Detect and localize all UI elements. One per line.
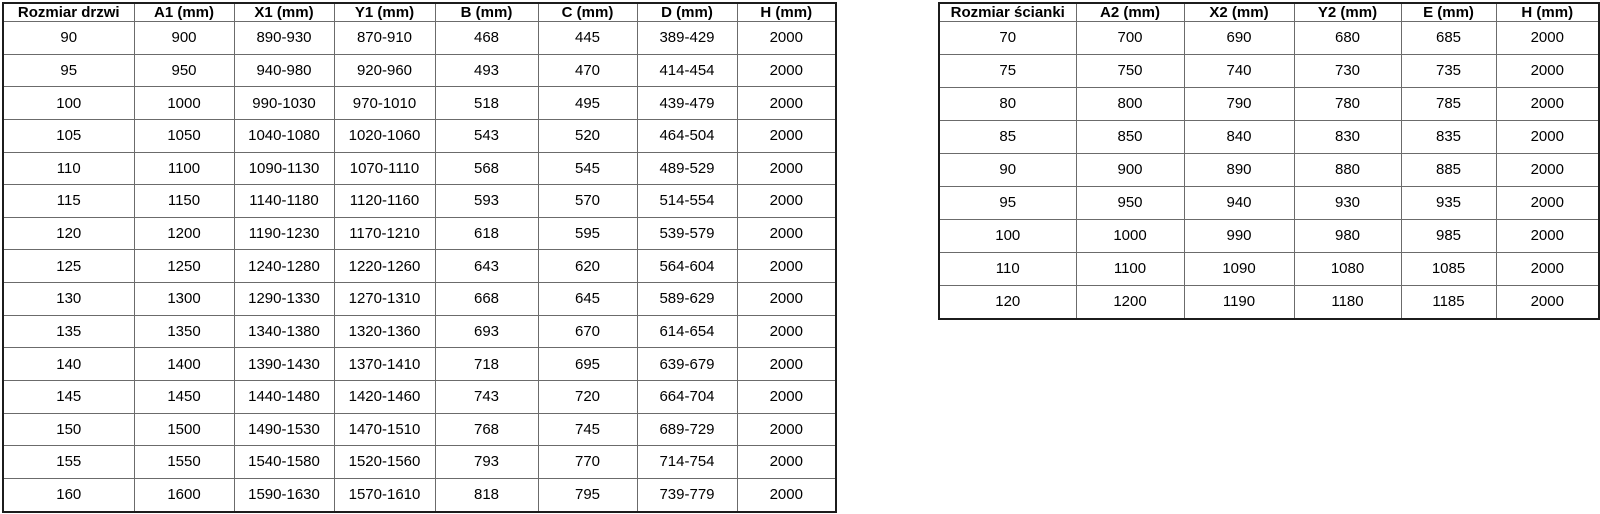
cell: 470 (538, 54, 637, 87)
cell: 2000 (1496, 252, 1599, 285)
header-row (939, 3, 1599, 22)
cell: 950 (134, 54, 234, 87)
cell: 110 (939, 252, 1076, 285)
cell: 2000 (737, 478, 836, 512)
column-header: Y1 (mm) (334, 3, 435, 22)
cell: 1185 (1401, 285, 1496, 319)
column-header: D (mm) (637, 3, 737, 22)
cell: 1590-1630 (234, 478, 334, 512)
cell: 718 (435, 348, 538, 381)
cell: 970-1010 (334, 87, 435, 120)
cell: 1600 (134, 478, 234, 512)
cell: 620 (538, 250, 637, 283)
cell: 1290-1330 (234, 283, 334, 316)
cell: 545 (538, 152, 637, 185)
table-row (3, 348, 836, 381)
column-header: A1 (mm) (134, 3, 234, 22)
cell: 790 (1184, 87, 1294, 120)
header-row (3, 3, 836, 22)
cell: 1200 (1076, 285, 1184, 319)
cell: 990-1030 (234, 87, 334, 120)
cell: 690 (1184, 22, 1294, 55)
cell: 520 (538, 119, 637, 152)
cell: 589-629 (637, 283, 737, 316)
column-header: B (mm) (435, 3, 538, 22)
cell: 1220-1260 (334, 250, 435, 283)
cell: 1550 (134, 446, 234, 479)
cell: 639-679 (637, 348, 737, 381)
cell: 2000 (737, 185, 836, 218)
column-header: H (mm) (1496, 3, 1599, 22)
table-row (3, 283, 836, 316)
cell: 1370-1410 (334, 348, 435, 381)
cell: 880 (1294, 153, 1401, 186)
cell: 714-754 (637, 446, 737, 479)
table-row (939, 219, 1599, 252)
table-row (939, 22, 1599, 55)
cell: 2000 (737, 22, 836, 55)
cell: 2000 (737, 54, 836, 87)
cell: 885 (1401, 153, 1496, 186)
cell: 770 (538, 446, 637, 479)
cell: 700 (1076, 22, 1184, 55)
cell: 155 (3, 446, 134, 479)
cell: 750 (1076, 54, 1184, 87)
cell: 935 (1401, 186, 1496, 219)
cell: 2000 (737, 348, 836, 381)
cell: 100 (3, 87, 134, 120)
cell: 389-429 (637, 22, 737, 55)
column-header: Rozmiar ścianki (939, 3, 1076, 22)
cell: 1300 (134, 283, 234, 316)
cell: 1100 (134, 152, 234, 185)
cell: 1340-1380 (234, 315, 334, 348)
cell: 1020-1060 (334, 119, 435, 152)
cell: 110 (3, 152, 134, 185)
table-row (3, 315, 836, 348)
cell: 730 (1294, 54, 1401, 87)
column-header: X2 (mm) (1184, 3, 1294, 22)
cell: 150 (3, 413, 134, 446)
cell: 985 (1401, 219, 1496, 252)
cell: 2000 (737, 315, 836, 348)
cell: 818 (435, 478, 538, 512)
cell: 2000 (737, 413, 836, 446)
column-header: H (mm) (737, 3, 836, 22)
door-size-table (2, 2, 837, 513)
table-row (939, 87, 1599, 120)
cell: 1150 (134, 185, 234, 218)
cell: 2000 (1496, 285, 1599, 319)
cell: 90 (3, 22, 134, 55)
column-header: X1 (mm) (234, 3, 334, 22)
cell: 115 (3, 185, 134, 218)
cell: 1120-1160 (334, 185, 435, 218)
cell: 2000 (737, 380, 836, 413)
table-row (3, 22, 836, 55)
cell: 414-454 (637, 54, 737, 87)
column-header: C (mm) (538, 3, 637, 22)
table-row (3, 380, 836, 413)
cell: 2000 (737, 250, 836, 283)
cell: 685 (1401, 22, 1496, 55)
cell: 105 (3, 119, 134, 152)
cell: 439-479 (637, 87, 737, 120)
cell: 1470-1510 (334, 413, 435, 446)
cell: 1200 (134, 217, 234, 250)
cell: 1050 (134, 119, 234, 152)
cell: 1070-1110 (334, 152, 435, 185)
cell: 2000 (1496, 120, 1599, 153)
cell: 514-554 (637, 185, 737, 218)
cell: 85 (939, 120, 1076, 153)
table-row (3, 478, 836, 512)
cell: 1240-1280 (234, 250, 334, 283)
table-row (3, 87, 836, 120)
cell: 693 (435, 315, 538, 348)
cell: 140 (3, 348, 134, 381)
cell: 130 (3, 283, 134, 316)
cell: 780 (1294, 87, 1401, 120)
cell: 1190-1230 (234, 217, 334, 250)
cell: 2000 (737, 217, 836, 250)
column-header: Y2 (mm) (1294, 3, 1401, 22)
cell: 570 (538, 185, 637, 218)
cell: 2000 (1496, 219, 1599, 252)
table-row (3, 54, 836, 87)
cell: 680 (1294, 22, 1401, 55)
cell: 120 (3, 217, 134, 250)
cell: 1085 (1401, 252, 1496, 285)
cell: 1190 (1184, 285, 1294, 319)
table-row (939, 186, 1599, 219)
cell: 980 (1294, 219, 1401, 252)
cell: 593 (435, 185, 538, 218)
cell: 643 (435, 250, 538, 283)
cell: 564-604 (637, 250, 737, 283)
cell: 1100 (1076, 252, 1184, 285)
wall-size-table (938, 2, 1600, 320)
cell: 1350 (134, 315, 234, 348)
cell: 2000 (1496, 186, 1599, 219)
cell: 1570-1610 (334, 478, 435, 512)
cell: 2000 (737, 283, 836, 316)
cell: 95 (939, 186, 1076, 219)
cell: 870-910 (334, 22, 435, 55)
cell: 135 (3, 315, 134, 348)
cell: 1170-1210 (334, 217, 435, 250)
cell: 1390-1430 (234, 348, 334, 381)
cell: 793 (435, 446, 538, 479)
cell: 720 (538, 380, 637, 413)
cell: 2000 (737, 87, 836, 120)
cell: 539-579 (637, 217, 737, 250)
cell: 1000 (134, 87, 234, 120)
column-header: Rozmiar drzwi (3, 3, 134, 22)
cell: 930 (1294, 186, 1401, 219)
column-header: E (mm) (1401, 3, 1496, 22)
cell: 614-654 (637, 315, 737, 348)
cell: 1450 (134, 380, 234, 413)
table-row (939, 54, 1599, 87)
cell: 1000 (1076, 219, 1184, 252)
table-row (3, 185, 836, 218)
cell: 900 (1076, 153, 1184, 186)
cell: 464-504 (637, 119, 737, 152)
table-row (939, 153, 1599, 186)
table-row (3, 413, 836, 446)
cell: 739-779 (637, 478, 737, 512)
cell: 785 (1401, 87, 1496, 120)
table-row (3, 250, 836, 283)
cell: 125 (3, 250, 134, 283)
cell: 543 (435, 119, 538, 152)
cell: 2000 (1496, 22, 1599, 55)
cell: 100 (939, 219, 1076, 252)
cell: 2000 (1496, 153, 1599, 186)
table-row (3, 119, 836, 152)
cell: 120 (939, 285, 1076, 319)
table-row (3, 446, 836, 479)
cell: 1500 (134, 413, 234, 446)
cell: 1090-1130 (234, 152, 334, 185)
cell: 1140-1180 (234, 185, 334, 218)
cell: 1090 (1184, 252, 1294, 285)
cell: 493 (435, 54, 538, 87)
cell: 950 (1076, 186, 1184, 219)
cell: 830 (1294, 120, 1401, 153)
cell: 890-930 (234, 22, 334, 55)
cell: 668 (435, 283, 538, 316)
cell: 2000 (737, 152, 836, 185)
cell: 70 (939, 22, 1076, 55)
cell: 595 (538, 217, 637, 250)
cell: 670 (538, 315, 637, 348)
cell: 695 (538, 348, 637, 381)
cell: 518 (435, 87, 538, 120)
cell: 1250 (134, 250, 234, 283)
cell: 890 (1184, 153, 1294, 186)
cell: 445 (538, 22, 637, 55)
cell: 1270-1310 (334, 283, 435, 316)
cell: 689-729 (637, 413, 737, 446)
cell: 840 (1184, 120, 1294, 153)
cell: 745 (538, 413, 637, 446)
cell: 835 (1401, 120, 1496, 153)
table-row (939, 252, 1599, 285)
cell: 940-980 (234, 54, 334, 87)
table-row (3, 217, 836, 250)
cell: 800 (1076, 87, 1184, 120)
cell: 740 (1184, 54, 1294, 87)
cell: 645 (538, 283, 637, 316)
cell: 568 (435, 152, 538, 185)
cell: 468 (435, 22, 538, 55)
cell: 489-529 (637, 152, 737, 185)
cell: 80 (939, 87, 1076, 120)
cell: 145 (3, 380, 134, 413)
cell: 495 (538, 87, 637, 120)
table-row (3, 152, 836, 185)
cell: 1440-1480 (234, 380, 334, 413)
table-row (939, 120, 1599, 153)
cell: 2000 (737, 446, 836, 479)
cell: 160 (3, 478, 134, 512)
cell: 618 (435, 217, 538, 250)
cell: 990 (1184, 219, 1294, 252)
cell: 900 (134, 22, 234, 55)
cell: 1400 (134, 348, 234, 381)
cell: 2000 (737, 119, 836, 152)
column-header: A2 (mm) (1076, 3, 1184, 22)
cell: 75 (939, 54, 1076, 87)
cell: 95 (3, 54, 134, 87)
cell: 1520-1560 (334, 446, 435, 479)
cell: 1490-1530 (234, 413, 334, 446)
cell: 920-960 (334, 54, 435, 87)
cell: 1080 (1294, 252, 1401, 285)
cell: 1180 (1294, 285, 1401, 319)
cell: 1320-1360 (334, 315, 435, 348)
cell: 743 (435, 380, 538, 413)
cell: 664-704 (637, 380, 737, 413)
cell: 1420-1460 (334, 380, 435, 413)
cell: 2000 (1496, 87, 1599, 120)
cell: 1040-1080 (234, 119, 334, 152)
cell: 850 (1076, 120, 1184, 153)
table-row (939, 285, 1599, 319)
cell: 940 (1184, 186, 1294, 219)
cell: 735 (1401, 54, 1496, 87)
cell: 2000 (1496, 54, 1599, 87)
cell: 90 (939, 153, 1076, 186)
cell: 795 (538, 478, 637, 512)
cell: 768 (435, 413, 538, 446)
cell: 1540-1580 (234, 446, 334, 479)
